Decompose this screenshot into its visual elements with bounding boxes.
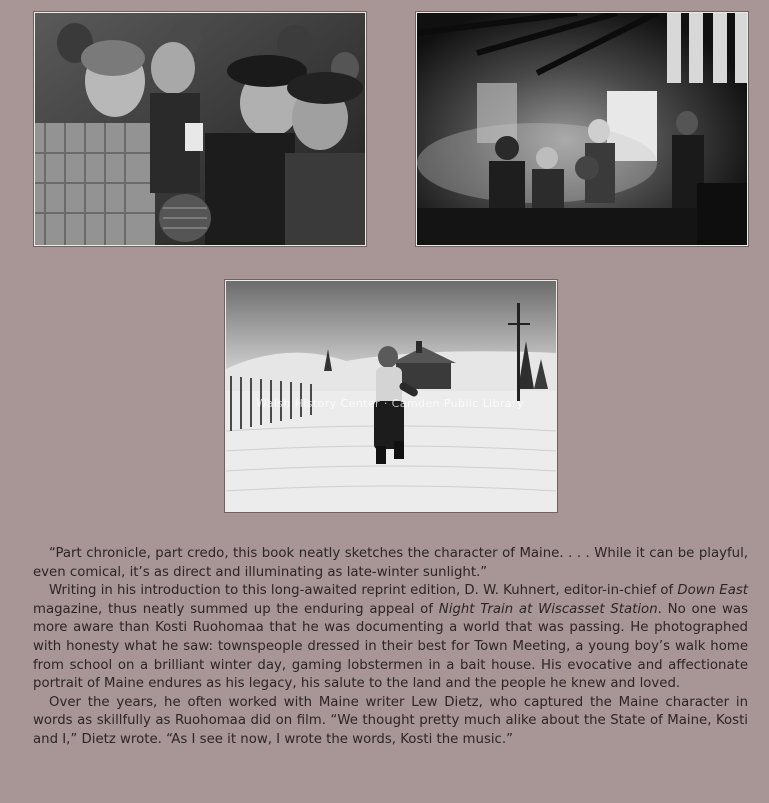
text-run: magazine, thus neatly summed up the enduring appeal of — [33, 601, 439, 617]
paragraph-1 — [33, 545, 748, 582]
description-text — [33, 545, 748, 750]
town-meeting-image — [35, 13, 365, 245]
town-meeting-photo — [34, 12, 366, 246]
italic-title: Night Train at Wiscasset Station — [438, 601, 658, 617]
text-run: Over the years, he often worked with Maine writer Lew Dietz, who captured the Maine character in words as skillfully as Ruohomaa did on film. “We thought pretty much alike about the State of Maine, Kosti and I,” Dietz wrote. “As I see it now, I wrote the words, Kosti the music.” — [33, 694, 748, 747]
text-run: “Part chronicle, part credo, this book neatly sketches the character of Maine. . . . While it can be playful, even comical, it’s as direct and illuminating as late-winter sunlight.” — [33, 546, 748, 580]
paragraph-3 — [33, 694, 748, 750]
bait-house-photo — [416, 12, 748, 246]
italic-title: Down East — [677, 583, 749, 599]
text-run: . No one was more aware than Kosti Ruohomaa that he was documenting a world that was passing. He photographed with honesty what he saw: townspeople dressed in their best for Town Meeting, a young boy’s walk home from school on a brilliant winter day, gaming lobstermen in a bait house. His evocative and affectionate portrait of Maine endures as his legacy, his salute to the land and the people he knew and loved. — [33, 601, 748, 692]
library-watermark: Walsh History Center · Camden Public Library — [256, 397, 524, 410]
bait-house-image — [417, 13, 747, 245]
winter-walk-image — [226, 281, 556, 511]
winter-walk-photo — [225, 280, 557, 512]
text-run: Writing in his introduction to this long-awaited reprint edition, D. W. Kuhnert, editor-in-chief of — [49, 583, 678, 599]
paragraph-2 — [33, 582, 748, 694]
